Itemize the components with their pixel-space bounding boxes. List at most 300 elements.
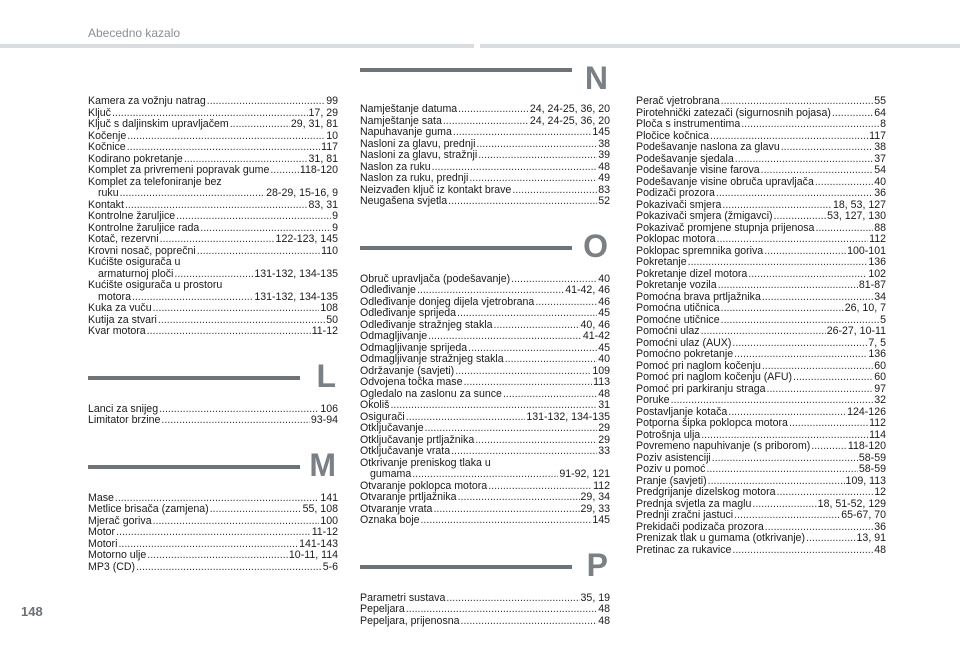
index-entry-pages: 124-126 xyxy=(847,405,886,418)
index-entry-pages: 108 xyxy=(320,302,338,314)
index-entry-label: Pomoćni ulaz xyxy=(636,325,700,337)
dot-leader xyxy=(706,464,857,476)
index-entry-pages: 60 xyxy=(874,371,886,383)
index-entry-label: Ključ s daljinskim upravljačem xyxy=(88,118,229,130)
index-entry-label: Kočenje xyxy=(88,129,127,142)
index-entry-label: Nasloni za glavu, prednji xyxy=(360,137,476,150)
index-entry-label: Podešavanje sjedala xyxy=(636,152,734,165)
index-entry-label: Pranje (savjeti) xyxy=(636,474,707,487)
letter-section-p xyxy=(360,547,610,593)
index-entry-label: Nasloni za glavu, stražnji xyxy=(360,149,478,161)
index-entry-label: Pokretanje xyxy=(636,256,687,268)
index-entry-pages: 31, 81 xyxy=(308,152,338,165)
index-entry-pages: 145 xyxy=(592,126,610,138)
index-entry-pages: 141-143 xyxy=(299,537,338,550)
index-entry-pages: 109 xyxy=(592,364,610,377)
letter-section-m xyxy=(88,447,338,493)
index-entry xyxy=(360,127,610,139)
index-entry xyxy=(360,308,610,320)
index-entry xyxy=(636,280,886,292)
dot-leader xyxy=(741,119,879,131)
index-entry-label: Odleđivanje sprijeda xyxy=(360,307,456,319)
dot-leader xyxy=(701,326,826,338)
index-entry-pages: 131-132, 134-135 xyxy=(526,410,610,423)
index-entry-pages: 37 xyxy=(874,152,886,165)
index-entry xyxy=(636,326,886,338)
index-entry-label: Kontrolne žaruljice rada xyxy=(88,221,200,234)
dot-leader xyxy=(161,415,309,427)
index-entry-label: Potporna šipka poklopca motora xyxy=(636,417,788,429)
index-entry-pages: 45 xyxy=(598,307,610,319)
index-entry-pages: 131-132, 134-135 xyxy=(254,267,338,280)
index-entry-label: Obruč upravljača (podešavanje) xyxy=(360,272,511,285)
dot-leader xyxy=(488,481,592,493)
index-entry xyxy=(636,395,886,407)
index-entry xyxy=(88,527,338,539)
index-entry-label: Poziv asistenciji xyxy=(636,451,711,464)
index-entry-label: Pokazivači smjera xyxy=(636,198,722,211)
index-entry-pages: 58-59 xyxy=(858,451,886,464)
index-entry xyxy=(88,303,338,315)
letter-section-l xyxy=(88,358,338,404)
dot-leader xyxy=(160,234,275,246)
index-entry-pages: 9 xyxy=(332,210,338,222)
index-entry xyxy=(88,211,338,223)
index-entry xyxy=(88,516,338,528)
dot-leader xyxy=(147,326,311,338)
dot-leader xyxy=(158,315,325,327)
index-entry-pages: 35, 19 xyxy=(580,591,610,604)
index-entry-label: Pomoćna brava prtljažnika xyxy=(636,290,761,303)
dot-leader xyxy=(832,108,873,120)
index-entry-label: Okoliš xyxy=(360,399,390,411)
letter-section-o xyxy=(360,228,610,274)
index-entry-label: Pločice kočnica xyxy=(636,129,710,142)
dot-leader xyxy=(433,504,579,516)
index-entry-pages: 48 xyxy=(598,160,610,173)
index-entry-pages: 117 xyxy=(869,129,886,142)
index-entry xyxy=(88,96,338,108)
dot-leader xyxy=(458,492,580,504)
index-column-2 xyxy=(360,60,610,627)
index-entry-label: Otključavanje xyxy=(360,422,424,434)
index-entry xyxy=(636,188,886,200)
index-entry-pages: 26, 10, 7 xyxy=(844,302,886,314)
index-entry-pages: 97 xyxy=(874,382,886,395)
index-entry-pages: 136 xyxy=(868,348,886,360)
index-entry-label: Pomoćno pokretanje xyxy=(636,348,734,360)
index-entry-pages: 26-27, 10-11 xyxy=(826,325,886,337)
index-entry-pages: 113 xyxy=(593,376,610,388)
index-entry-pages: 54 xyxy=(874,164,886,176)
index-entry-pages: 34 xyxy=(874,290,886,303)
index-entry xyxy=(360,389,610,401)
index-entry-pages: 55 xyxy=(874,95,886,107)
dot-leader xyxy=(718,280,858,292)
index-entry-pages: 49 xyxy=(598,172,610,184)
dot-leader xyxy=(734,510,840,522)
dot-leader xyxy=(136,562,322,574)
index-entry-label: Oznaka boje xyxy=(360,514,420,526)
index-entry-label: Otvaranje vrata xyxy=(360,502,433,515)
index-entry-label: Namještanje sata xyxy=(360,114,442,127)
index-entry-label: Pirotehnički zatezači (sigurnosnih pojasa) xyxy=(636,106,831,119)
index-entry-label: Poklopac motora xyxy=(636,233,716,245)
index-entry-pages: 48 xyxy=(598,603,610,615)
index-entry-label: Poklopac spremnika goriva xyxy=(636,244,764,257)
dot-leader xyxy=(732,338,867,350)
dot-leader xyxy=(476,139,597,151)
dot-leader xyxy=(494,320,580,332)
dot-leader xyxy=(230,119,290,131)
index-entry-pages: 36 xyxy=(874,187,886,199)
index-entry xyxy=(88,165,338,177)
index-entry-label: Poruke xyxy=(636,394,670,406)
index-entry-pages: 109, 113 xyxy=(845,474,886,487)
index-entry-label: Kotač, rezervni xyxy=(88,233,159,245)
index-entry-label: Motori xyxy=(88,537,118,550)
index-entry-label: Motorno ulje xyxy=(88,549,147,561)
dot-leader xyxy=(752,499,816,511)
index-entry-label: Otključavanje prtljažnika xyxy=(360,433,475,446)
index-entry-pages: 32 xyxy=(874,394,886,406)
index-entry-pages: 11-12 xyxy=(311,325,338,337)
index-entry-label: Naslon za ruku xyxy=(360,160,431,173)
dot-leader xyxy=(127,142,320,154)
dot-leader xyxy=(390,400,597,412)
dot-leader xyxy=(270,165,299,177)
index-entry-label: Kodirano pokretanje xyxy=(88,152,183,165)
index-entry-label: Metlice brisača (zamjena) xyxy=(88,503,209,515)
index-entry-label: Pretinac za rukavice xyxy=(636,543,732,556)
dot-leader xyxy=(428,331,582,343)
dot-leader xyxy=(455,366,591,378)
index-entry-pages: 40 xyxy=(598,353,610,365)
dot-leader xyxy=(734,349,867,361)
index-entry-pages: 45 xyxy=(598,341,610,354)
index-entry-pages: 29, 33 xyxy=(580,502,610,515)
index-entry xyxy=(360,469,610,481)
index-entry-pages: 58-59 xyxy=(858,463,886,475)
dot-leader xyxy=(811,441,847,453)
index-entry-label: gumama xyxy=(370,468,412,480)
index-entry-pages: 106 xyxy=(320,402,338,415)
index-entry xyxy=(636,372,886,384)
dot-leader xyxy=(116,527,311,539)
index-entry xyxy=(88,550,338,562)
index-entry-pages: 10 xyxy=(326,129,338,142)
index-entry xyxy=(360,285,610,297)
index-entry xyxy=(636,384,886,396)
index-entry-label: Neizvađen ključ iz kontakt brave xyxy=(360,183,512,196)
index-entry-pages: 136 xyxy=(868,256,886,268)
index-entry xyxy=(88,326,338,338)
index-entry-label: Pomoć pri naglom kočenju xyxy=(636,359,761,372)
index-entry xyxy=(636,545,886,557)
index-entry-pages: 83 xyxy=(598,183,610,196)
dot-leader xyxy=(210,504,302,516)
index-entry-label: Potrošnja ulja xyxy=(636,428,701,441)
index-entry xyxy=(360,400,610,412)
index-entry-label: Kutija za stvari xyxy=(88,313,157,326)
index-entry-label: Perač vjetrobrana xyxy=(636,95,720,107)
index-entry-pages: 33 xyxy=(598,445,610,457)
index-entry-pages: 40, 46 xyxy=(580,318,610,331)
index-entry-pages: 60 xyxy=(874,359,886,372)
index-entry-label: Kontrolne žaruljice xyxy=(88,210,176,222)
index-entry-label: Prenizak tlak u gumama (otkrivanje) xyxy=(636,532,805,544)
index-entry-label: ruku xyxy=(98,187,119,199)
index-entry xyxy=(636,96,886,108)
index-entry xyxy=(360,377,610,389)
index-entry-label: Pomoć pri parkiranju straga xyxy=(636,382,766,395)
index-entry-pages: 53, 127, 130 xyxy=(827,210,886,222)
dot-leader xyxy=(671,395,874,407)
dot-leader xyxy=(457,308,597,320)
index-entry-label: Motor xyxy=(88,526,116,538)
dot-leader xyxy=(153,516,320,528)
index-entry-pages: 24, 24-25, 36, 20 xyxy=(529,114,610,127)
index-entry-label: Ključ xyxy=(88,106,111,119)
index-entry xyxy=(360,331,610,343)
dot-leader xyxy=(120,188,266,200)
dot-leader xyxy=(764,246,846,258)
index-entry-pages: 5-6 xyxy=(322,560,338,573)
dot-leader xyxy=(448,196,597,208)
dot-leader xyxy=(721,96,874,108)
index-entry-label: Ploča s instrumentima xyxy=(636,118,741,130)
index-entry-pages: 64 xyxy=(874,106,886,119)
dot-leader xyxy=(425,423,598,435)
index-entry xyxy=(88,188,338,200)
index-entry-label: Mase xyxy=(88,491,114,504)
index-entry-pages: 48 xyxy=(598,387,610,400)
index-entry-label: Neugašena svjetla xyxy=(360,195,448,207)
dot-leader xyxy=(806,533,856,545)
dot-leader xyxy=(153,303,320,315)
index-entry-label: Ogledalo na zaslonu za sunce xyxy=(360,387,502,400)
index-entry-pages: 83, 31 xyxy=(308,198,338,211)
index-entry-label: Odmagljivanje stražnjeg stakla xyxy=(360,353,504,365)
index-entry-pages: 41-42 xyxy=(582,330,610,342)
index-entry-pages: 122-123, 145 xyxy=(275,233,338,245)
index-entry-label: Odleđivanje donjeg dijela vjetrobrana xyxy=(360,295,535,308)
index-entry-pages: 55, 108 xyxy=(302,503,338,515)
index-entry-pages: 117 xyxy=(321,141,338,153)
dot-leader xyxy=(777,487,874,499)
index-entry-pages: 29 xyxy=(598,422,610,434)
index-entry-label: Kočnice xyxy=(88,141,126,153)
index-entry-pages: 141 xyxy=(320,491,338,504)
index-entry-pages: 38 xyxy=(598,137,610,150)
index-entry-pages: 48 xyxy=(598,614,610,627)
dot-leader xyxy=(781,142,873,154)
index-entry xyxy=(636,487,886,499)
section-letter: N xyxy=(584,60,608,96)
dot-leader xyxy=(443,116,529,128)
index-entry xyxy=(636,234,886,246)
index-entry-pages: 41-42, 46 xyxy=(565,284,610,296)
index-entry-pages: 46 xyxy=(598,295,610,308)
index-entry-pages: 11-12 xyxy=(311,526,338,538)
index-entry-pages: 7, 5 xyxy=(868,336,886,349)
index-entry xyxy=(88,119,338,131)
index-entry xyxy=(360,616,610,628)
header-rule-left xyxy=(0,44,474,48)
index-entry-pages: 18, 51-52, 129 xyxy=(817,497,886,510)
index-entry-pages: 65-67, 70 xyxy=(841,509,886,521)
index-entry-heading: Kućište osigurača u xyxy=(88,256,181,268)
index-entry-label: Poziv u pomoć xyxy=(636,463,706,475)
index-entry-pages: 48 xyxy=(874,543,886,556)
dot-leader xyxy=(716,188,873,200)
index-entry-heading: Otkrivanje preniskog tlaka u xyxy=(360,456,491,469)
index-entry-pages: 100-101 xyxy=(847,244,886,257)
index-entry xyxy=(636,533,886,545)
dot-leader xyxy=(535,297,597,309)
index-entry-label: Pomoćna utičnica xyxy=(636,302,720,314)
section-letter: M xyxy=(309,446,336,483)
dot-leader xyxy=(815,223,873,235)
index-entry-label: Pokretanje vozila xyxy=(636,279,717,291)
index-entry-pages: 93-94 xyxy=(310,414,338,426)
index-entry-pages: 10-11, 114 xyxy=(288,549,338,561)
dot-leader xyxy=(478,150,597,162)
index-entry xyxy=(88,234,338,246)
index-entry-pages: 102 xyxy=(868,267,886,280)
index-entry xyxy=(636,257,886,269)
section-letter: O xyxy=(583,227,608,264)
index-entry-label: Pomoć pri naglom kočenju (AFU) xyxy=(636,371,793,383)
index-entry xyxy=(636,464,886,476)
dot-leader xyxy=(688,257,868,269)
index-entry xyxy=(636,349,886,361)
index-entry-label: Pokazivač promjene stupnja prijenosa xyxy=(636,221,815,234)
letter-section-n xyxy=(360,60,610,104)
index-entry-label: Prednji zračni jastuci xyxy=(636,509,734,521)
dot-leader xyxy=(732,545,873,557)
index-entry-pages: 36 xyxy=(874,520,886,533)
index-entry-label: Podešavanje visine obruča upravljača xyxy=(636,175,814,188)
index-entry-label: Održavanje (savjeti) xyxy=(360,364,455,377)
index-entry-label: Otvaranje poklopca motora xyxy=(360,479,488,492)
index-entry-label: Povremeno napuhivanje (s priborom) xyxy=(636,440,811,452)
index-entry-pages: 5 xyxy=(880,313,886,326)
index-entry-label: Naslon za ruku, prednji xyxy=(360,172,469,184)
index-entry xyxy=(636,418,886,430)
index-entry-label: Prednja svjetla za maglu xyxy=(636,497,752,510)
index-entry xyxy=(360,423,610,435)
index-entry-pages: 31 xyxy=(598,399,610,411)
dot-leader xyxy=(197,246,320,258)
header-rule-right xyxy=(480,44,960,48)
index-entry-label: Parametri sustava xyxy=(360,591,446,604)
index-entry-pages: 29, 34 xyxy=(580,491,610,503)
index-entry-label: Komplet za privremeni popravak gume xyxy=(88,164,270,176)
index-entry xyxy=(88,142,338,154)
index-entry-pages: 91-92, 121 xyxy=(559,468,610,480)
dot-leader xyxy=(412,469,558,481)
index-entry-pages: 118-120 xyxy=(847,440,886,452)
dot-leader xyxy=(761,165,874,177)
index-entry-pages: 38 xyxy=(874,141,886,153)
index-entry-label: Pomoćni ulaz (AUX) xyxy=(636,336,732,349)
index-entry xyxy=(636,211,886,223)
page-header-title: Abecedno kazalo xyxy=(88,26,181,40)
index-entry-pages: 131-132, 134-135 xyxy=(254,290,338,303)
index-entry xyxy=(636,142,886,154)
index-entry xyxy=(360,173,610,185)
index-entry-pages: 112 xyxy=(869,233,886,245)
index-entry-label: Podizači prozora xyxy=(636,187,715,199)
index-entry xyxy=(636,303,886,315)
index-entry-heading: Kućište osigurača u prostoru xyxy=(88,279,223,291)
index-entry xyxy=(360,196,610,208)
index-entry xyxy=(360,446,610,458)
index-entry-label: Otključavanje vrata xyxy=(360,445,451,457)
index-entry-pages: 110 xyxy=(321,244,338,257)
dot-leader xyxy=(147,550,288,562)
index-entry-label: Podešavanje naslona za glavu xyxy=(636,141,780,153)
index-entry-label: Limitator brzine xyxy=(88,414,161,426)
section-rule xyxy=(360,68,572,72)
index-entry-pages: 40 xyxy=(598,272,610,285)
index-entry-pages: 99 xyxy=(326,95,338,107)
index-entry-pages: 13, 91 xyxy=(856,532,886,544)
index-entry-pages: 81-87 xyxy=(858,279,886,291)
index-entry-pages: 29 xyxy=(598,433,610,446)
dot-leader xyxy=(748,269,867,281)
section-rule xyxy=(360,246,572,250)
dot-leader xyxy=(207,96,325,108)
dot-leader xyxy=(815,177,873,189)
dot-leader xyxy=(512,185,597,197)
index-entry xyxy=(88,504,338,516)
dot-leader xyxy=(503,389,597,401)
section-letter: L xyxy=(316,357,336,394)
index-entry-heading: Komplet za telefoniranje bez xyxy=(88,175,222,188)
index-entry-label: Kuka za vuču xyxy=(88,302,152,314)
section-letter: P xyxy=(586,546,608,583)
index-entry-label: Pepeljara xyxy=(360,603,405,615)
index-entry-pages: 145 xyxy=(592,514,610,526)
index-entry-pages: 28-29, 15-16, 9 xyxy=(266,187,338,199)
section-rule xyxy=(88,465,300,469)
dot-leader xyxy=(793,372,873,384)
dot-leader xyxy=(127,131,325,143)
index-entry xyxy=(636,441,886,453)
index-column-1 xyxy=(88,96,338,573)
index-entry-pages: 50 xyxy=(326,313,338,326)
index-entry xyxy=(88,562,338,574)
index-entry-label: Odleđivanje stražnjeg stakla xyxy=(360,318,493,331)
dot-leader xyxy=(461,616,598,628)
index-entry-label: Osigurači xyxy=(360,410,405,423)
index-entry-label: Pokretanje dizel motora xyxy=(636,267,748,280)
index-entry-label: Odmagljivanje sprijeda xyxy=(360,341,468,354)
index-entry-label: Odleđivanje xyxy=(360,284,416,296)
index-entry-pages: 24, 24-25, 36, 20 xyxy=(529,103,610,115)
index-entry-pages: 17, 29 xyxy=(308,106,338,119)
dot-leader xyxy=(721,303,844,315)
index-entry-label: Odmagljivanje xyxy=(360,330,428,342)
index-entry-label: Mjerač goriva xyxy=(88,514,152,527)
section-rule xyxy=(360,565,572,569)
dot-leader xyxy=(475,435,597,447)
index-entry-label: Krovni nosač, poprečni xyxy=(88,244,196,257)
dot-leader xyxy=(417,285,564,297)
index-entry-pages: 100 xyxy=(320,514,338,527)
